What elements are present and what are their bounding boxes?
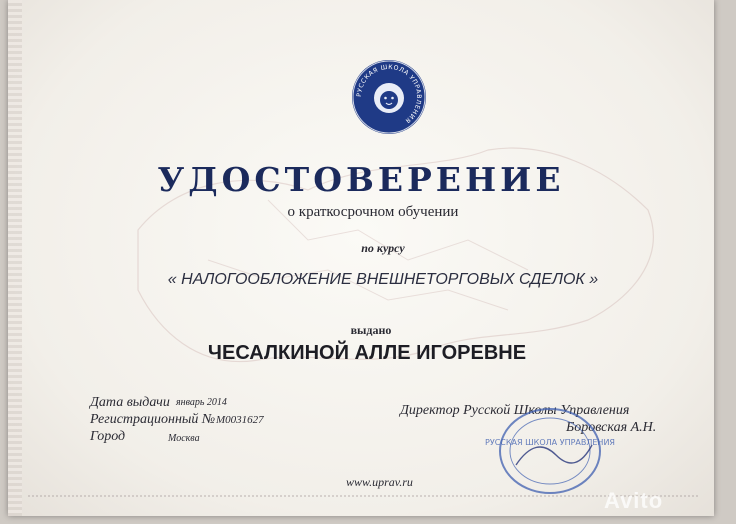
issued-label: выдано [350,323,392,337]
director-title: Директор Русской Школы Управления [400,403,630,418]
certificate-title: УДОСТОВЕРЕНИЕ [157,160,565,199]
svg-text:РУССКАЯ ШКОЛА УПРАВЛЕНИЯ: РУССКАЯ ШКОЛА УПРАВЛЕНИЯ [485,438,615,447]
recipient-name: ЧЕСАЛКИНОЙ АЛЛЕ ИГОРЕВНЕ [207,342,527,364]
issue-date-label: Дата выдачи [90,395,170,410]
lion-icon [374,83,404,113]
reg-number-label: Регистрационный № [90,412,216,427]
avito-watermark: Avito [604,488,664,513]
website-link[interactable]: www.uprav.ru [346,475,413,489]
course-name: « НАЛОГООБЛОЖЕНИЕ ВНЕШНЕТОРГОВЫХ СДЕЛОК » [167,271,599,288]
city-label: Город [90,429,126,444]
director-name: Боровская А.Н. [566,420,657,435]
svg-text:РУССКАЯ ШКОЛА УПРАВЛЕНИЯ: РУССКАЯ ШКОЛА УПРАВЛЕНИЯ [355,63,423,125]
certificate-sheet [8,0,714,516]
reg-number-value: M0031627 [216,414,264,426]
bottom-dotted-border [28,495,698,498]
certificate-subtitle: о краткосрочном обучении [287,204,459,220]
city-value: Москва [168,433,200,444]
course-intro: по курсу [361,241,405,255]
school-logo [350,58,428,136]
issue-date-value: январь 2014 [176,397,227,408]
